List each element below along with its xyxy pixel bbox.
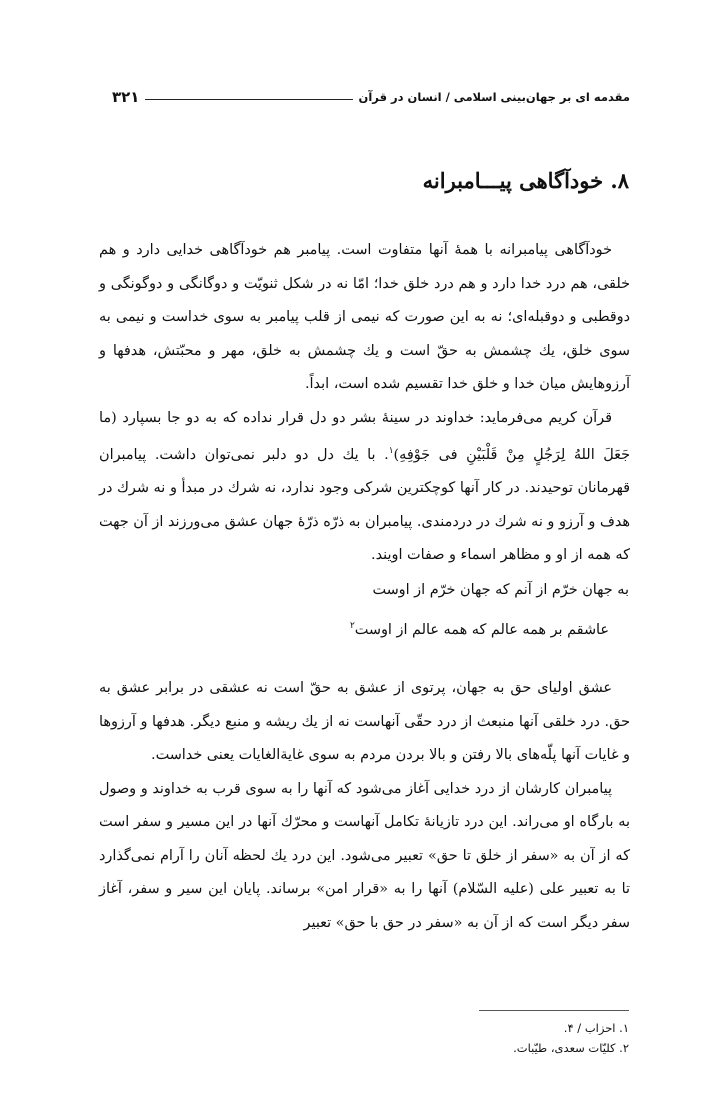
footnote-ref: ۱ xyxy=(388,446,394,456)
poem-line-text: عاشقم بر همه عالم که همه عالم از اوست xyxy=(354,621,609,638)
footnote: ۱. احزاب / ۴. xyxy=(563,1021,629,1035)
poem-line xyxy=(350,608,629,648)
section-heading: ۸. خودآگاهی پیـــامبرانه xyxy=(422,168,629,193)
footnote-rule xyxy=(479,1010,629,1011)
body-text-block-1 xyxy=(99,234,630,573)
footnote: ۲. کلیّات سعدی، طیّبات. xyxy=(513,1041,629,1055)
paragraph-text: قرآن کریم می‌فرماید: خداوند در سینهٔ بشر دو دل قرار نداده که به دو جا بسپارد (ما جَعَلَ اللهُ لِرَجُلٍ مِنْ قَلْبَیْنِ فی جَوْفِهِ) xyxy=(99,409,630,463)
poem-line: به جهان خرّم از آنم که جهان خرّم از اوست xyxy=(372,582,629,598)
paragraph xyxy=(99,402,630,573)
poem xyxy=(350,572,629,648)
paragraph: خودآگاهی پیامبرانه با همهٔ آنها متفاوت است. پیامبر هم خودآگاهی خدایی دارد و هم خلقی، هم درد خدا دارد و هم درد خلق خدا؛ امّا نه در شکل ثنویّت و دوگانگی و دوگونگی و دوقطبی و دوقبله‌ای؛ نه به این صورت که نیمی از قلب پیامبر به سوی خداست و نیمی به سوی خلق، یك چشمش به حقّ است و یك چشمش به خلق، مهر و محبّتش، هدفها و آرزوهایش میان خدا و خلق خدا تقسیم شده است، ابداً. xyxy=(99,242,630,392)
header-rule xyxy=(145,99,352,100)
paragraph: عشق اولیای حق به جهان، پرتوی از عشق به حقّ است نه عشقی در برابر عشق به حق. درد خلقی آنها منبعث از درد حقّی آنهاست نه از یك ریشه و منبع دیگر. هدفها و آرزوها و غایات آنها پلّه‌های بالا رفتن و بالا بردن مردم به سوی غایة‌الغایات یعنی خداست. xyxy=(99,680,630,763)
paragraph: پیامبران کارشان از درد خدایی آغاز می‌شود که آنها را به سوی قرب به خداوند و وصول به بارگاه او می‌راند. این درد تازیانهٔ تکامل آنهاست و محرّك آنها در این مسیر و سفر است که از آن به «سفر از خلق تا حق» تعبیر می‌شود. این درد یك لحظه آنان را آرام نمی‌گذارد تا به تعبیر علی (علیه السّلام) آنها را به «قرار امن» برساند. پایان این سیر و سفر، آغاز سفر دیگر است که از آن به «سفر در حق با حق» تعبیر xyxy=(99,780,630,931)
footnote-ref: ۲ xyxy=(349,621,355,631)
footnotes xyxy=(513,1018,629,1058)
page-number: ۳۲۱ xyxy=(112,88,140,106)
running-header xyxy=(112,86,630,108)
body-text-block-2 xyxy=(99,672,630,940)
running-title: مقدمه ای بر جهان‌بینی اسلامی / انسان در قرآن xyxy=(358,90,630,104)
paragraph-text: . با یك دل دو دلبر نمی‌توان داشت. پیامبران قهرمانان توحیدند. در کار آنها کوچکترین شرکی وجود ندارد، نه شرك در مبدأ و نه شرك در هدف و آرزو و نه شرك در دردمندی. پیامبران به ذرّه ذرّهٔ جهان عشق می‌ورزند از آن جهت که همه از او و مظاهر اسماء و صفات اویند. xyxy=(99,446,630,564)
